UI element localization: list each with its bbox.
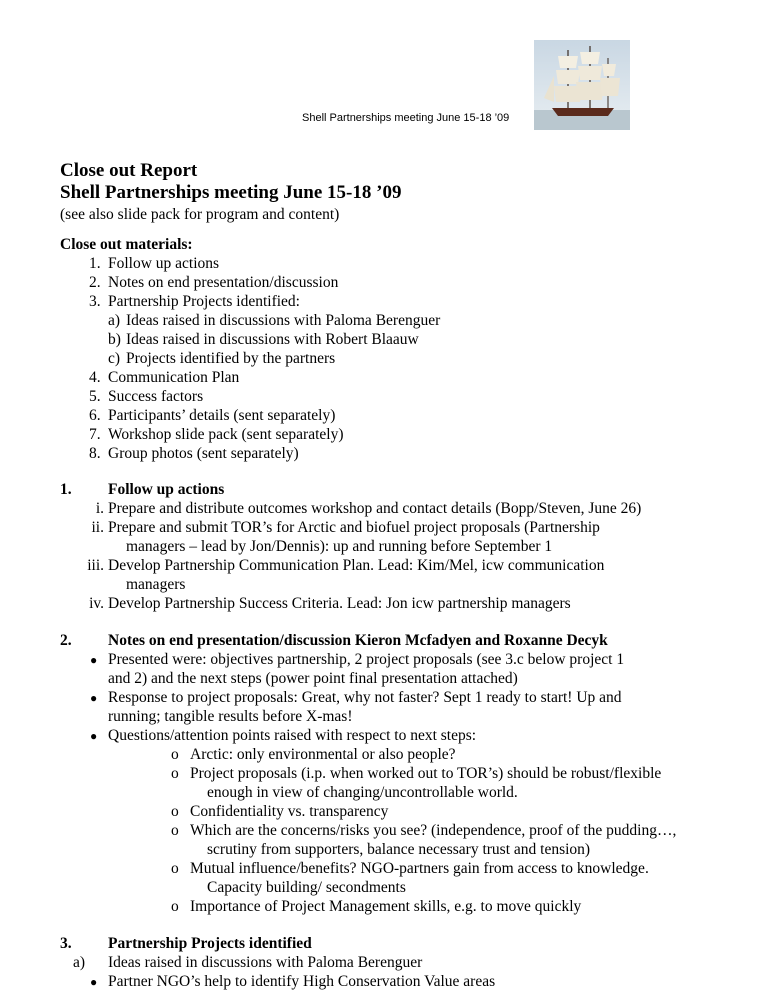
bullet-icon: ●	[90, 653, 98, 667]
title-note: (see also slide pack for program and content)	[60, 206, 340, 223]
report-title: Close out Report	[60, 160, 198, 181]
circle-bullet-icon: o	[171, 860, 179, 877]
section-3a-heading: Ideas raised in discussions with Paloma Berenguer	[108, 954, 423, 971]
ship-photo	[534, 40, 630, 130]
section-3-number-visible: 3.	[60, 935, 72, 952]
circle-bullet-icon: o	[171, 765, 179, 782]
materials-heading: Close out materials:	[60, 236, 193, 253]
section-2-heading: Notes on end presentation/discussion Kieron Mcfadyen and Roxanne Decyk	[108, 632, 608, 649]
section-1-number: 1.	[60, 481, 72, 498]
section-1-heading: Follow up actions	[108, 481, 225, 498]
bullet-icon: ●	[90, 729, 98, 743]
list-item: ● Partner NGO’s help to identify High Conservation Value areas	[90, 973, 496, 990]
circle-bullet-icon: o	[171, 822, 179, 839]
bullet-icon: ●	[90, 691, 98, 705]
tall-ship-icon	[534, 40, 630, 130]
section-2-number: 2.	[60, 632, 72, 649]
section-3a-number: a)	[73, 954, 86, 971]
circle-bullet-icon: o	[171, 803, 179, 820]
circle-bullet-icon: o	[171, 898, 179, 915]
running-header: Shell Partnerships meeting June 15-18 ’09	[302, 112, 510, 124]
report-subtitle: Shell Partnerships meeting June 15-18 ’09	[60, 182, 402, 203]
section-3-heading: Partnership Projects identified	[108, 935, 312, 952]
circle-bullet-icon: o	[171, 746, 179, 763]
bullet-icon: ●	[90, 975, 98, 989]
